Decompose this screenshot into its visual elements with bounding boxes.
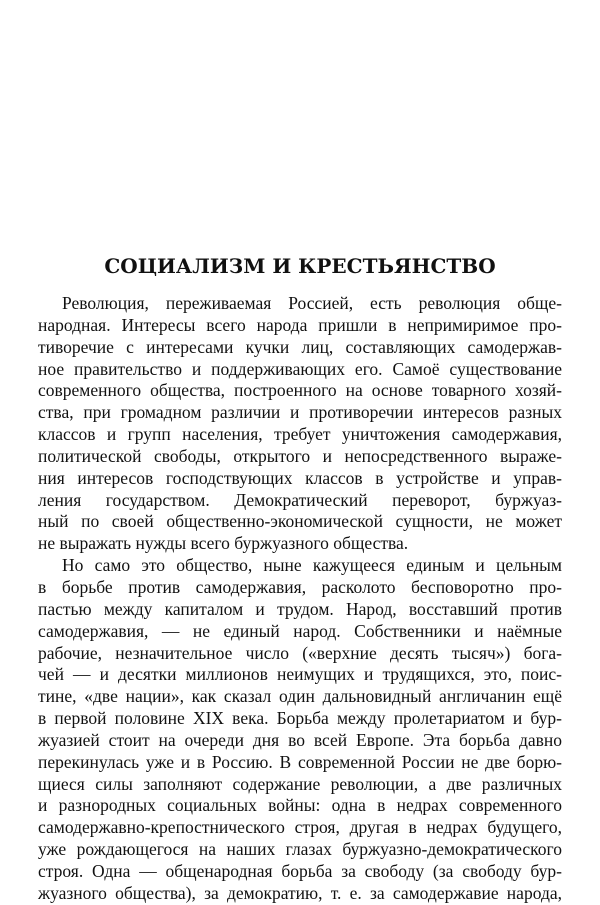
text-line: ния интересов господствующих классов в устройстве и управ- — [38, 467, 562, 488]
text-line: ный по своей общественно-экономической сущности, не может — [38, 511, 562, 532]
text-line: Революция, переживаемая Россией, есть революция обще- — [62, 293, 562, 313]
text-line: политической свободы, открытого и непосредственного выраже- — [38, 445, 562, 466]
text-line: жуазией стоит на очереди дня во всей Европе. Эта борьба давно — [38, 729, 562, 750]
text-line: тиворечие с интересами кучки лиц, составляющих самодержав- — [38, 336, 562, 357]
text-line: ное правительство и поддерживающих его. Самоё существование — [38, 358, 562, 379]
text-line: чей — и десятки миллионов неимущих и трудящихся, это, поис- — [38, 664, 562, 685]
text-line: классов и групп населения, требует уничтожения самодержавия, — [38, 424, 562, 445]
text-line: в первой половине XIX века. Борьба между пролетариатом и бур- — [38, 708, 562, 729]
text-line: жуазного общества), за демократию, т. е. за самодержавие народа, — [38, 882, 562, 903]
text-line: самодержавно-крепостнического строя, другая в недрах будущего, — [38, 817, 562, 838]
text-line: пастью между капиталом и трудом. Народ, восставший против — [38, 598, 562, 619]
text-line: не выражать нужды всего буржуазного общества. — [38, 533, 409, 554]
text-line: тине, «две нации», как сказал один дальновидный англичанин ещё — [38, 686, 562, 707]
chapter-title: СОЦИАЛИЗМ И КРЕСТЬЯНСТВО — [104, 254, 496, 278]
text-line: в борьбе против самодержавия, расколото бесповоротно про- — [38, 576, 562, 597]
text-line: строя. Одна — общенародная борьба за свободу (за свободу бур- — [38, 860, 562, 881]
text-line: народная. Интересы всего народа пришли в непримиримое про- — [38, 314, 562, 335]
text-line: ления государством. Демократический переворот, буржуаз- — [38, 489, 562, 510]
text-line: уже рождающегося на наших глазах буржуазно-демократического — [38, 839, 562, 860]
text-line: современного общества, построенного на основе товарного хозяй- — [38, 380, 562, 401]
body-text — [38, 293, 562, 905]
text-line: Но само это общество, ныне кажущееся единым и цельным — [62, 555, 562, 576]
text-line: щиеся силы заполняют содержание революции, а две различных — [38, 773, 562, 794]
text-line: и разнородных социальных войны: одна в недрах современного — [38, 795, 562, 816]
text-line: ства, при громадном различии и противоречии интересов разных — [38, 402, 562, 423]
text-line: рабочие, незначительное число («верхние десять тысяч») бога- — [38, 642, 562, 663]
text-line: перекинулась уже и в Россию. В современной России не две борю- — [38, 751, 562, 772]
text-line: самодержавия, — не единый народ. Собственники и наёмные — [38, 620, 562, 641]
